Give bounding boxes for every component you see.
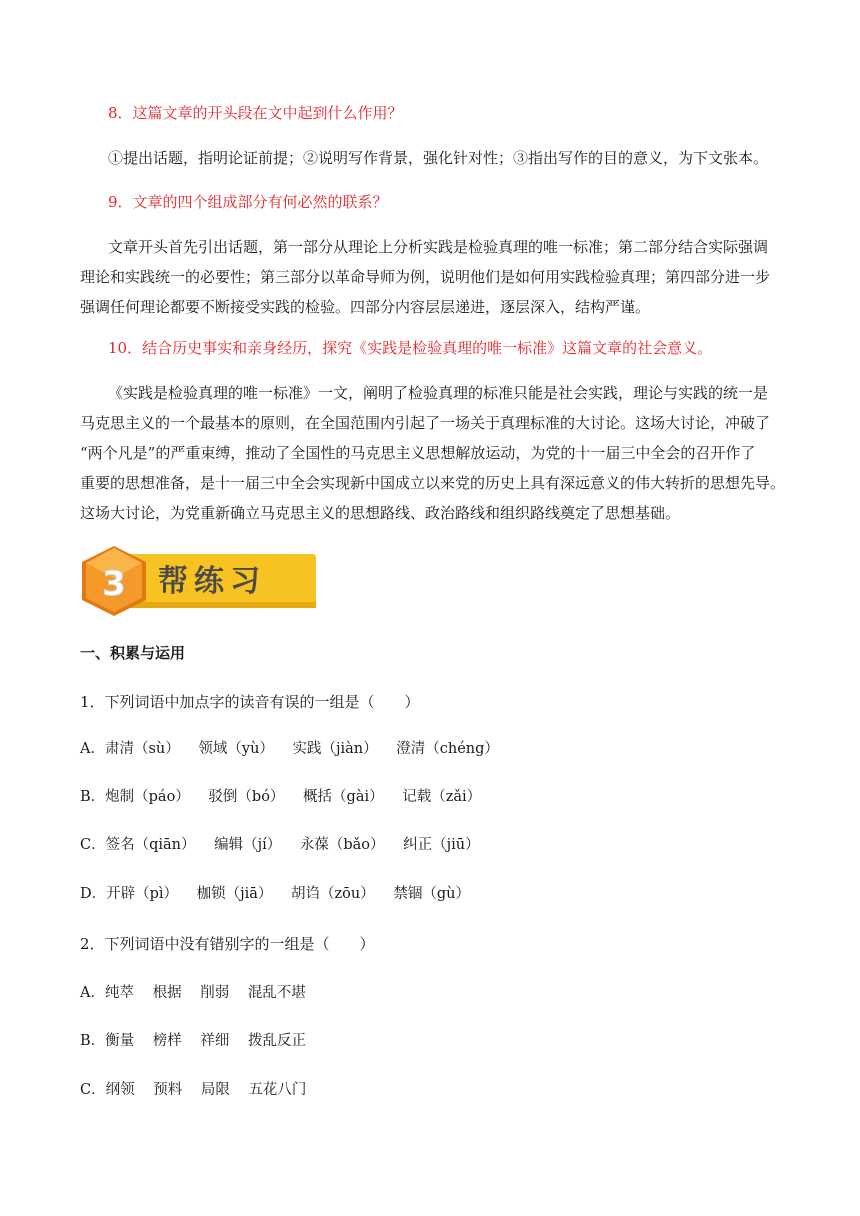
option-term: 祥细 (200, 1033, 230, 1049)
q1-option-c (80, 835, 494, 855)
q2-option-c (80, 1080, 320, 1100)
question-8: 8．这篇文章的开头段在文中起到什么作用？ (108, 104, 403, 122)
answer-10-line: 马克思主义的一个最基本的原则，在全国范围内引起了一场关于真理标准的大讨论。这场大讨论，冲破了 (80, 414, 771, 432)
option-term: 胡诌（zōu） (291, 886, 375, 902)
option-term: 枷锁（jiā） (196, 886, 273, 902)
q2-option-a (80, 983, 320, 1003)
section-heading: 一、积累与运用 (80, 644, 186, 662)
q1-option-a (80, 739, 513, 759)
banner-title: 帮练习 (158, 564, 266, 599)
q1-option-b (80, 787, 495, 807)
banner-bar-shadow (120, 602, 316, 608)
option-term: 实践（jiàn） (292, 741, 378, 757)
answer-9 (80, 232, 788, 322)
banner-graphic (80, 544, 320, 620)
option-term: B．炮制（páo） (80, 789, 190, 805)
option-term: 局限 (200, 1082, 230, 1098)
answer-10 (80, 378, 788, 528)
option-term: 预料 (153, 1082, 183, 1098)
option-term: C．纲领 (80, 1082, 135, 1098)
answer-9-line: 强调任何理论都要不断接受实践的检验。四部分内容层层递进，逐层深入，结构严谨。 (80, 298, 651, 316)
option-term: A．纯萃 (80, 985, 134, 1001)
answer-10-line: 重要的思想准备，是十一届三中全会实现新中国成立以来党的历史上具有深远意义的伟大转折的思想先导。 (80, 474, 786, 492)
option-term: A．肃清（sù） (80, 741, 180, 757)
question-2-stem: 2．下列词语中没有错别字的一组是（ ） (80, 935, 375, 953)
option-term: 澄清（chéng） (396, 741, 499, 757)
option-term: D．开辟（pì） (80, 886, 179, 902)
option-term: 纠正（jiū） (403, 837, 480, 853)
answer-9-line: 文章开头首先引出话题，第一部分从理论上分析实践是检验真理的唯一标准；第二部分结合实际强调 (108, 238, 769, 256)
option-term: 编辑（jí） (214, 837, 282, 853)
q2-option-b (80, 1031, 320, 1051)
answer-9-line: 理论和实践统一的必要性；第三部分以革命导师为例，说明他们是如何用实践检验真理；第四部分进一步 (80, 268, 771, 286)
option-term: 削弱 (200, 985, 230, 1001)
option-term: 根据 (152, 985, 182, 1001)
option-term: 榜样 (152, 1033, 182, 1049)
option-term: 永葆（bǎo） (299, 837, 385, 853)
banner-number: 3 (102, 564, 126, 604)
option-term: 拨乱反正 (247, 1033, 306, 1049)
question-10: 10．结合历史事实和亲身经历，探究《实践是检验真理的唯一标准》这篇文章的社会意义。 (108, 339, 713, 357)
answer-10-line: 《实践是检验真理的唯一标准》一文，阐明了检验真理的标准只能是社会实践，理论与实践的统一是 (108, 384, 769, 402)
question-1-stem: 1．下列词语中加点字的读音有误的一组是（ ） (80, 693, 420, 711)
answer-10-line: 这场大讨论，为党重新确立马克思主义的思想路线、政治路线和组织路线奠定了思想基础。 (80, 504, 681, 522)
question-9: 9．文章的四个组成部分有何必然的联系？ (108, 193, 388, 211)
option-term: 领域（yù） (198, 741, 274, 757)
q1-option-d (80, 884, 484, 904)
option-term: 驳倒（bó） (208, 789, 285, 805)
option-term: 禁锢（gù） (393, 886, 470, 902)
option-term: 概括（gài） (303, 789, 384, 805)
option-term: C．签名（qiān） (80, 837, 196, 853)
option-term: 记载（zǎi） (402, 789, 482, 805)
option-term: 混乱不堪 (247, 985, 306, 1001)
answer-10-line: “两个凡是”的严重束缚，推动了全国性的马克思主义思想解放运动，为党的十一届三中全会的召开作了 (80, 444, 756, 462)
section-banner (80, 544, 320, 620)
answer-8: ①提出话题，指明论证前提；②说明写作背景，强化针对性；③指出写作的目的意义，为下文张本。 (108, 149, 769, 167)
option-term: B．衡量 (80, 1033, 135, 1049)
option-term: 五花八门 (248, 1082, 307, 1098)
